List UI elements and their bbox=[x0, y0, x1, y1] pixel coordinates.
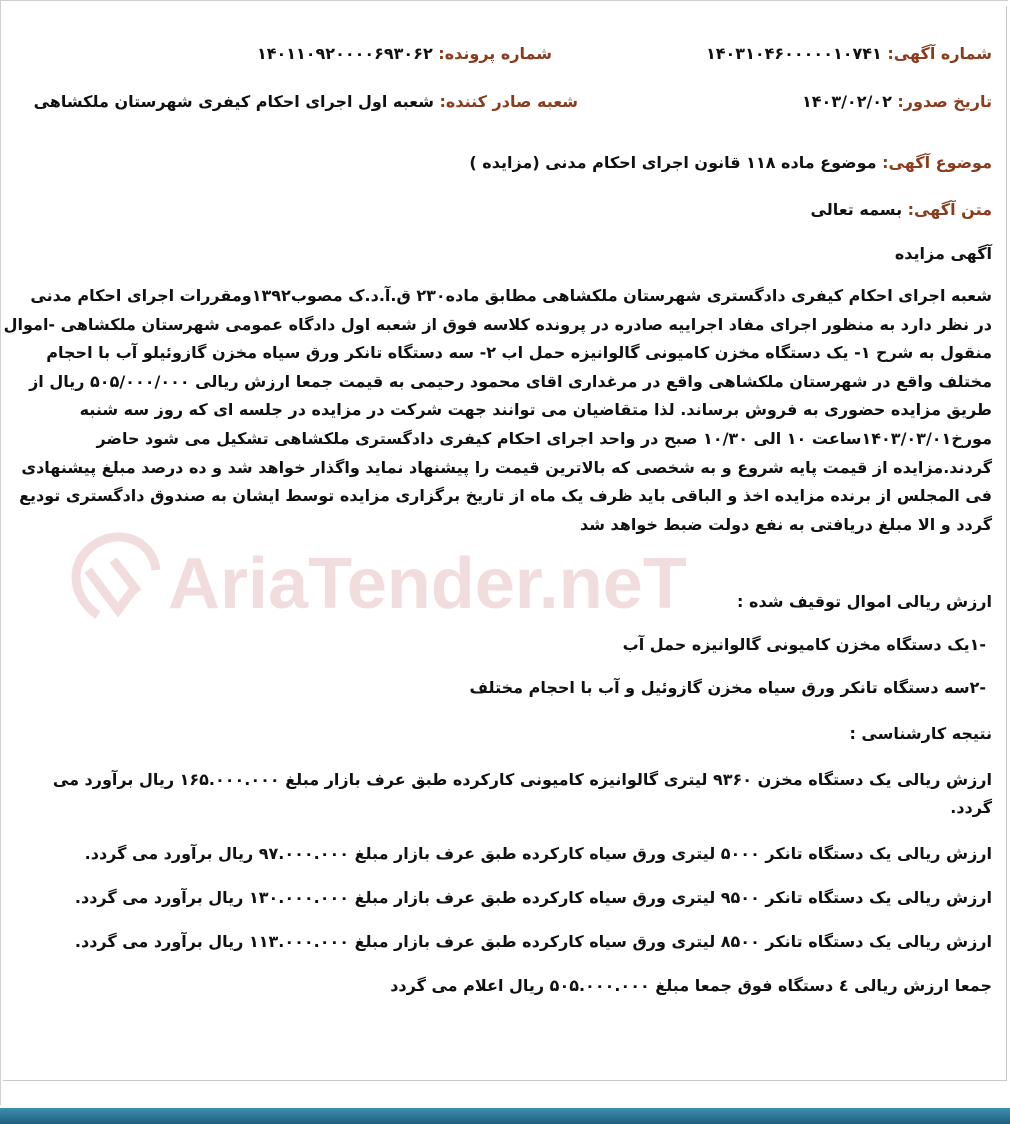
issue-date-row bbox=[802, 92, 992, 111]
paragraph-line: مورخ۱۴۰۳/۰۳/۰۱ساعت ۱۰ الی ۱۰/۳۰ صبح در واحد اجرای احکام کیفری دادگستری ملکشاهی تشکیل می شود حاضر bbox=[96, 428, 992, 448]
expert-line: ارزش ریالی یک دستگاه مخزن ۹۳۶۰ لیتری گالوانیزه کامیونی کارکرده طبق عرف بازار مبلغ ۱۶۵.۰۰۰.۰۰۰ ریال برآورد می bbox=[52, 770, 992, 789]
seized-title: ارزش ریالی اموال توقیف شده : bbox=[737, 592, 992, 611]
text-label: متن آگهی: bbox=[907, 200, 992, 219]
expert-line: گردد. bbox=[950, 798, 992, 817]
issue-date-label: تاریخ صدور: bbox=[897, 92, 992, 111]
text-row bbox=[811, 200, 992, 219]
text-intro: بسمه تعالی bbox=[810, 200, 903, 219]
total-line: جمعا ارزش ریالی ٤ دستگاه فوق جمعا مبلغ ۵۰۵.۰۰۰.۰۰۰ ریال اعلام می گردد bbox=[390, 976, 992, 995]
expert-title: نتیجه کارشناسی : bbox=[849, 724, 992, 743]
paragraph-line: شعبه اجرای احکام کیفری دادگستری شهرستان ملکشاهی مطابق ماده۲۳۰ ق.آ.د.ک مصوب۱۳۹۲ومقررات اجرای احکام مدنی bbox=[30, 286, 992, 305]
issuer-row bbox=[34, 92, 578, 111]
paragraph-line: فی المجلس از برنده مزایده اخذ و الباقی باید ظرف یک ماه از تاریخ برگزاری مزایده توسط ایشان به صندوق دادگستری تودیع bbox=[19, 486, 992, 506]
paragraph-line: منقول به شرح ۱- یک دستگاه مخزن کامیونی گالوانیزه حمل اب ۲- سه دستگاه تانکر ورق سیاه مخزن گازوئیلو آب با احجام bbox=[46, 343, 992, 363]
paragraph-line: مختلف واقع در شهرستان ملکشاهی واقع در مرغداری اقای محمود رحیمی به قیمت جمعا ارزش ریالی ۵۰۵/۰۰۰/۰۰۰ ریال از bbox=[29, 371, 992, 391]
case-number-value: ۱۴۰۱۱۰۹۲۰۰۰۰۶۹۳۰۶۲ bbox=[256, 44, 433, 63]
paragraph-line: در نظر دارد به منظور اجرای مفاد اجراییه صادره در پرونده کلاسه فوق از شعبه اول دادگاه عمومی شهرستان ملکشاهی -اموال bbox=[3, 314, 992, 334]
subject-label: موضوع آگهی: bbox=[882, 153, 992, 172]
paragraph-line: گردد و الا مبلغ دریافتی به نفع دولت ضبط خواهد شد bbox=[579, 514, 992, 534]
frame-right-edge bbox=[1006, 6, 1007, 1081]
expert-line: ارزش ریالی یک دستگاه تانکر ۵۰۰۰ لیتری ورق سیاه کارکرده طبق عرف بازار مبلغ ۹۷.۰۰۰.۰۰۰ ریال برآورد می گردد. bbox=[84, 844, 992, 863]
issuer-value: شعبه اول اجرای احکام کیفری شهرستان ملکشاهی bbox=[33, 92, 434, 111]
ad-number-label: شماره آگهی: bbox=[887, 44, 992, 63]
subject-row bbox=[469, 153, 992, 172]
watermark-text: AriaTender.neT bbox=[168, 544, 687, 624]
case-number-label: شماره پرونده: bbox=[438, 44, 552, 63]
paragraph-line: طریق مزایده حضوری به فروش برساند. لذا متقاضیان می توانند جهت شرکت در مزایده در جلسه ای که روز سه شنبه bbox=[79, 400, 992, 420]
ad-number-value: ۱۴۰۳۱۰۴۶۰۰۰۰۰۱۰۷۴۱ bbox=[706, 44, 882, 63]
expert-line: ارزش ریالی یک دستگاه تانکر ۸۵۰۰ لیتری ورق سیاه کارکرده طبق عرف بازار مبلغ ۱۱۳.۰۰۰.۰۰۰ ریال برآورد می گردد. bbox=[74, 932, 992, 951]
case-number-row bbox=[257, 44, 552, 63]
ad-number-row bbox=[706, 44, 992, 63]
issue-date-value: ۱۴۰۳/۰۲/۰۲ bbox=[802, 92, 892, 111]
issuer-label: شعبه صادر کننده: bbox=[439, 92, 578, 111]
auction-title: آگهی مزایده bbox=[894, 244, 992, 263]
auction-paragraph bbox=[3, 282, 992, 539]
seized-item: -۱یک دستگاه مخزن کامیونی گالوانیزه حمل آب bbox=[622, 635, 986, 654]
expert-line: ارزش ریالی یک دستگاه تانکر ۹۵۰۰ لیتری ورق سیاه کارکرده طبق عرف بازار مبلغ ۱۳۰.۰۰۰.۰۰۰ ریال برآورد می گردد. bbox=[74, 888, 992, 907]
footer-bar bbox=[0, 1108, 1010, 1124]
paragraph-line: گردند.مزایده از قیمت پایه شروع و به شخصی که بالاترین قیمت را پیشنهاد نماید واگذار خواهد شد و ده درصد مبلغ پیشنهادی bbox=[21, 457, 992, 477]
seized-item: -۲سه دستگاه تانکر ورق سیاه مخزن گازوئیل و آب با احجام مختلف bbox=[469, 678, 986, 697]
frame-bottom-edge bbox=[3, 1080, 1007, 1081]
subject-value: موضوع ماده ۱۱۸ قانون اجرای احکام مدنی (مزایده ) bbox=[469, 153, 877, 172]
